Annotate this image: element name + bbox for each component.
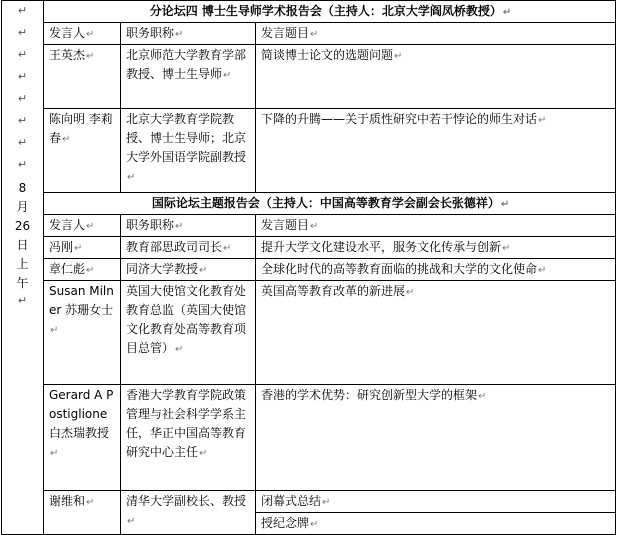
topic-cell: 英国高等教育改革的新进展↵ [256, 281, 616, 385]
speaker-cell: 陈向明 李莉春↵ [44, 109, 121, 193]
schedule-table [1, 0, 616, 535]
topic-cell: 香港的学术优势：研究创新型大学的框架↵ [256, 385, 616, 491]
section2-header-row [2, 215, 616, 237]
position-cell: 清华大学副校长、教授↵ [121, 491, 256, 535]
table-row [2, 45, 616, 109]
paragraph-mark: ↵ [17, 294, 28, 307]
table-row [2, 385, 616, 491]
section1-title: 分论坛四 博士生导师学术报告会（主持人：北京大学阎凤桥教授）↵ [44, 1, 616, 23]
position-cell: 英国大使馆文化教育处教育总监（英国大使馆文化教育处高等教育项目总管）↵ [121, 281, 256, 385]
session-date: 8 月 26 日 上 午 [14, 181, 31, 290]
topic-cell: 下降的升腾——关于质性研究中若干悖论的师生对话↵ [256, 109, 616, 193]
header-speaker: 发言人↵ [44, 215, 121, 237]
table-row [2, 259, 616, 281]
paragraph-marks: ↵ ↵ ↵ ↵ ↵ ↵ ↵ ↵ [17, 4, 28, 171]
topic-cell: 简谈博士论文的选题问题↵ [256, 45, 616, 109]
topic-cell: 提升大学文化建设水平，服务文化传承与创新↵ [256, 237, 616, 259]
position-cell: 教育部思政司司长↵ [121, 237, 256, 259]
position-cell: 北京大学教育学院教授、博士生导师；北京大学外国语学院副教授↵ [121, 109, 256, 193]
topic-cell [256, 491, 616, 535]
header-topic: 发言题目↵ [256, 215, 616, 237]
topic-cell: 全球化时代的高等教育面临的挑战和大学的文化使命↵ [256, 259, 616, 281]
header-position: 职务职称↵ [121, 215, 256, 237]
speaker-cell: 王英杰↵ [44, 45, 121, 109]
date-cell [2, 1, 44, 535]
header-position: 职务职称↵ [121, 23, 256, 45]
section2-title: 国际论坛主题报告会（主持人：中国高等教育学会副会长张德祥）↵ [44, 193, 616, 215]
speaker-cell: 章仁彪↵ [44, 259, 121, 281]
topic-line: 闭幕式总结↵ [256, 491, 615, 513]
table-row [2, 491, 616, 535]
table-row [2, 109, 616, 193]
speaker-cell: Gerard A Postiglione 白杰瑞教授↵ [44, 385, 121, 491]
section1-title-row [2, 1, 616, 23]
section2-title-row [2, 193, 616, 215]
table-row [2, 281, 616, 385]
table-row [2, 237, 616, 259]
speaker-cell: 冯刚↵ [44, 237, 121, 259]
header-speaker: 发言人↵ [44, 23, 121, 45]
position-cell: 同济大学教授↵ [121, 259, 256, 281]
position-cell: 北京师范大学教育学部教授、博士生导师↵ [121, 45, 256, 109]
speaker-cell: Susan Milner 苏珊女士↵ [44, 281, 121, 385]
header-topic: 发言题目↵ [256, 23, 616, 45]
speaker-cell: 谢维和↵ [44, 491, 121, 535]
position-cell: 香港大学教育学院政策管理与社会科学学系主任，华正中国高等教育研究中心主任↵ [121, 385, 256, 491]
section1-header-row [2, 23, 616, 45]
topic-line: 授纪念牌↵ [261, 516, 319, 530]
